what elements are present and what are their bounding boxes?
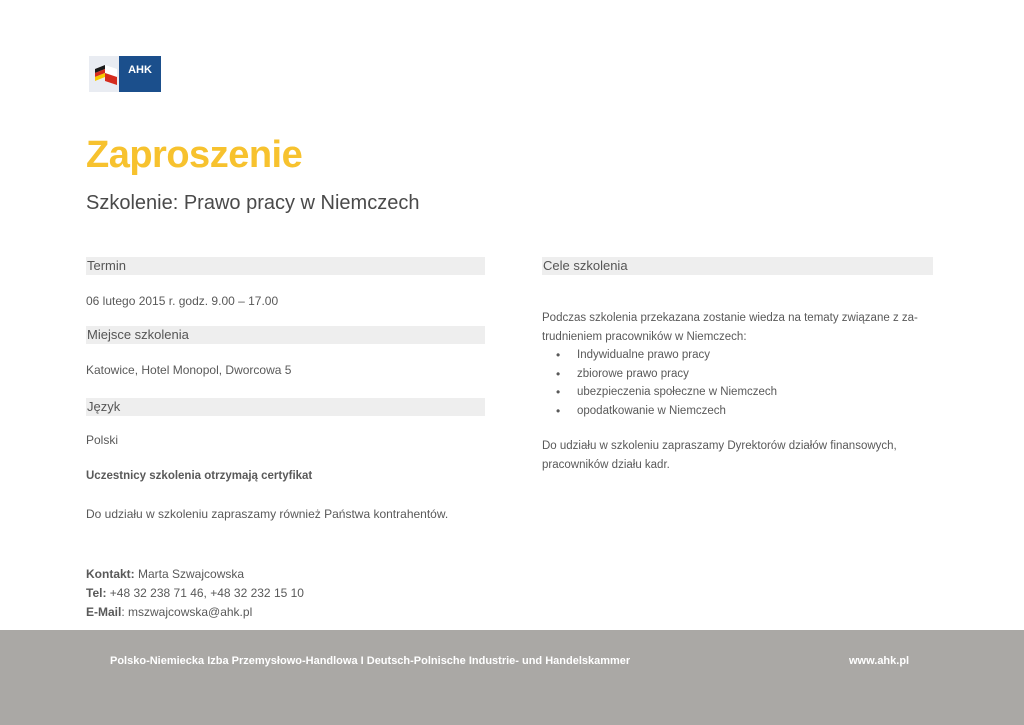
- contact-row: [86, 565, 304, 584]
- contact-block: [86, 565, 304, 622]
- goals-list-item: • opodatkowanie w Niemczech: [556, 402, 932, 421]
- date-text: 06 lutego 2015 r. godz. 9.00 – 17.00: [86, 294, 279, 308]
- email-row: [86, 603, 304, 622]
- tel-value: +48 32 238 71 46, +48 32 232 15 10: [106, 586, 304, 600]
- language-text: Polski: [86, 433, 119, 447]
- footer-bar: [0, 630, 1024, 725]
- email-value: : mszwajcowska@ahk.pl: [121, 605, 253, 619]
- footer-url[interactable]: www.ahk.pl: [849, 655, 910, 667]
- tel-row: [86, 584, 304, 603]
- ahk-logo: [89, 56, 161, 92]
- goals-intro-line1: Podczas szkolenia przekazana zostanie wiedza na tematy związane z za-: [542, 312, 918, 324]
- contact-label: Kontakt:: [86, 567, 135, 581]
- invite-note: Do udziału w szkoleniu zapraszamy również Państwa kontrahentów.: [86, 507, 449, 521]
- tel-label: Tel:: [86, 586, 107, 600]
- footer-organization: Polsko-Niemiecka Izba Przemysłowo-Handlowa I Deutsch-Polnische Industrie- und Handelskammer: [110, 655, 631, 667]
- ahk-logo-graphic: [89, 56, 161, 92]
- certificate-note: Uczestnicy szkolenia otrzymają certyfikat: [86, 470, 313, 482]
- date-heading: Termin: [86, 257, 485, 275]
- goals-description: [542, 309, 932, 420]
- contact-name: Marta Szwajcowska: [134, 567, 245, 581]
- place-text: Katowice, Hotel Monopol, Dworcowa 5: [86, 363, 292, 377]
- goals-heading: Cele szkolenia: [542, 257, 933, 275]
- page-title: Zaproszenie: [86, 134, 303, 176]
- goals-intro-line2: trudnieniem pracowników w Niemczech:: [542, 330, 747, 343]
- page-subtitle: Szkolenie: Prawo pracy w Niemczech: [86, 192, 420, 214]
- logo-text: AHK: [128, 64, 152, 76]
- goals-list-item: • ubezpieczenia społeczne w Niemczech: [556, 383, 932, 402]
- audience-line2: pracowników działu kadr.: [542, 458, 670, 471]
- goals-list: [556, 346, 932, 420]
- goals-list-item: • Indywidualne prawo pracy: [556, 346, 932, 365]
- email-label: E-Mail: [86, 605, 122, 619]
- goals-list-item: • zbiorowe prawo pracy: [556, 365, 932, 384]
- audience-note: [542, 437, 922, 474]
- place-heading: Miejsce szkolenia: [86, 326, 485, 344]
- audience-line1: Do udziału w szkoleniu zapraszamy Dyrektorów działów finansowych,: [542, 440, 897, 452]
- language-heading: Język: [86, 398, 485, 416]
